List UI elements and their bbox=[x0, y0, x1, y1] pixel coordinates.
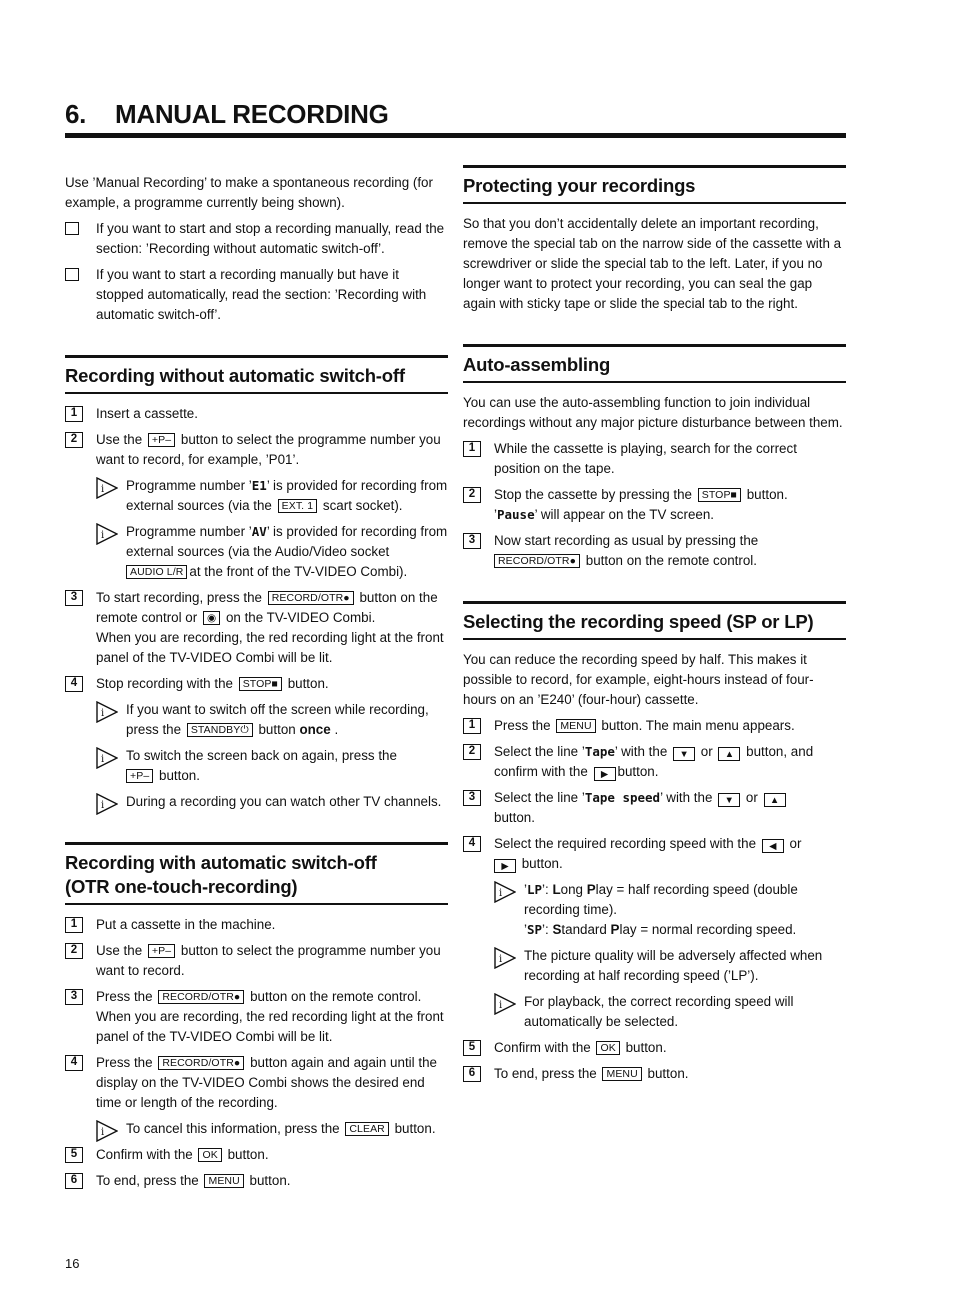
step-number: 3 bbox=[65, 989, 83, 1005]
left-column bbox=[65, 173, 448, 1191]
section-text: You can use the auto-assembling function to join individual recordings without any major picture disturbance between them. bbox=[463, 395, 843, 430]
stop-key: STOP■ bbox=[239, 677, 282, 691]
text-span: P bbox=[610, 922, 620, 937]
text-span: Programme number ’ bbox=[126, 478, 252, 493]
chapter-title: MANUAL RECORDING bbox=[115, 99, 389, 129]
text-span: once bbox=[299, 722, 331, 737]
menu-key: MENU bbox=[204, 1174, 243, 1188]
info-arrow-icon bbox=[96, 523, 118, 545]
info-tip bbox=[494, 992, 846, 1032]
step-number: 3 bbox=[463, 790, 481, 806]
section-heading bbox=[65, 842, 448, 905]
ok-key: OK bbox=[596, 1041, 619, 1055]
section-text: You can reduce the recording speed by half. This makes it possible to record, for example, eight-hours instead of four-hours on an ’E240’ (four-hour) cassette. bbox=[463, 652, 814, 707]
text-span: If you want to start a recording manually but have it stopped automatically, read the section: ’Recording with automatic switch-off’. bbox=[96, 267, 427, 322]
step-number: 2 bbox=[65, 432, 83, 448]
step-number: 4 bbox=[65, 1055, 83, 1071]
step-number: 3 bbox=[65, 590, 83, 606]
right-column bbox=[463, 165, 846, 1084]
record-key: RECORD/OTR● bbox=[268, 591, 354, 605]
text-span: Insert a cassette. bbox=[96, 406, 198, 421]
right-arrow-key: ▶ bbox=[594, 767, 616, 781]
text-span: Programme number ’ bbox=[126, 524, 252, 539]
svg-text:i: i bbox=[101, 708, 105, 719]
text-span: lay = half recording speed (double recording time). bbox=[524, 882, 798, 917]
step bbox=[65, 404, 448, 424]
svg-text:i: i bbox=[101, 1127, 105, 1138]
menu-key: MENU bbox=[602, 1067, 641, 1081]
chapter-heading bbox=[65, 94, 846, 138]
step-number: 2 bbox=[65, 943, 83, 959]
step-number: 6 bbox=[65, 1173, 83, 1189]
program-key: +P– bbox=[148, 433, 175, 447]
ext-key: EXT. 1 bbox=[278, 499, 318, 513]
step bbox=[65, 941, 448, 981]
text-span: at the front of the TV-VIDEO Combi). bbox=[189, 564, 408, 579]
ok-key: OK bbox=[198, 1148, 221, 1162]
step-number: 5 bbox=[463, 1040, 481, 1056]
step-number: 2 bbox=[463, 487, 481, 503]
step bbox=[463, 485, 846, 525]
step bbox=[463, 1038, 846, 1058]
text-span: AV bbox=[251, 524, 267, 539]
info-arrow-icon bbox=[96, 477, 118, 499]
text-span: ’ will appear on the TV screen. bbox=[534, 507, 715, 522]
text-span: button on the remote control or bbox=[96, 590, 438, 625]
intro-bullet bbox=[65, 219, 448, 259]
text-span: button. bbox=[249, 1173, 291, 1188]
step bbox=[463, 531, 846, 571]
program-key: +P– bbox=[126, 769, 153, 783]
text-span: button. bbox=[494, 810, 535, 825]
intro-bullet bbox=[65, 265, 448, 325]
step-number: 3 bbox=[463, 533, 481, 549]
text-span: When you are recording, the red recording light at the front panel of the TV-VIDEO Combi will be lit. bbox=[96, 630, 444, 665]
step bbox=[65, 915, 448, 935]
text-span: Stop recording with the bbox=[96, 676, 233, 691]
text-span: button, and confirm with the bbox=[494, 744, 814, 779]
text-span: ’ bbox=[524, 882, 527, 897]
svg-text:i: i bbox=[499, 888, 503, 899]
info-arrow-icon bbox=[494, 947, 516, 969]
page-number: 16 bbox=[65, 1256, 80, 1271]
text-span: If you want to switch off the screen while recording, press the bbox=[126, 702, 429, 737]
info-tip bbox=[96, 700, 448, 740]
svg-text:i: i bbox=[101, 484, 105, 495]
text-span: ’: bbox=[542, 922, 553, 937]
info-tip bbox=[96, 792, 448, 812]
text-span: button bbox=[258, 722, 296, 737]
text-span: Use the bbox=[96, 432, 143, 447]
info-tip bbox=[96, 476, 448, 516]
text-span: P bbox=[586, 882, 596, 897]
step-number: 1 bbox=[463, 718, 481, 734]
text-span: To cancel this information, press the bbox=[126, 1121, 340, 1136]
right-arrow-key: ▶ bbox=[494, 859, 516, 873]
text-span: tandard bbox=[561, 922, 611, 937]
text-span: Select the line ’ bbox=[494, 790, 585, 805]
checkbox-icon bbox=[65, 268, 79, 281]
step-number: 4 bbox=[463, 836, 481, 852]
text-span: While the cassette is playing, search for the correct position on the tape. bbox=[494, 441, 797, 476]
step bbox=[65, 987, 448, 1047]
up-arrow-key: ▲ bbox=[718, 747, 740, 761]
step bbox=[65, 1145, 448, 1165]
text-span: Pause bbox=[496, 507, 535, 522]
step-number: 6 bbox=[463, 1066, 481, 1082]
text-span: Press the bbox=[494, 718, 551, 733]
text-span: or bbox=[789, 836, 802, 851]
text-span: button on the remote control. bbox=[250, 989, 422, 1004]
step-number: 1 bbox=[65, 406, 83, 422]
step-number: 5 bbox=[65, 1147, 83, 1163]
text-span: To end, press the bbox=[96, 1173, 199, 1188]
step bbox=[463, 439, 846, 479]
text-span: ’ with the bbox=[660, 790, 713, 805]
text-span: ’ with the bbox=[614, 744, 668, 759]
text-span: SP bbox=[526, 922, 543, 937]
text-span: scart socket). bbox=[322, 498, 403, 513]
text-span: or bbox=[745, 790, 758, 805]
step-number: 4 bbox=[65, 676, 83, 692]
checkbox-icon bbox=[65, 222, 79, 235]
text-span: Confirm with the bbox=[96, 1147, 193, 1162]
text-span: Use the bbox=[96, 943, 143, 958]
text-span: ’: bbox=[542, 882, 553, 897]
section-text: So that you don’t accidentally delete an important recording, remove the special tab on the narrow side of the cassette with a screwdriver or slide the special tab to the left. Later, if you no longer want to protect your recording, you can seal the gap again with sticky tape or slide the special tab to the right. bbox=[463, 216, 842, 311]
text-span: button. bbox=[159, 768, 200, 783]
text-span: button to select the programme number you want to record, for example, ’P01’. bbox=[96, 432, 441, 467]
text-span: LP bbox=[526, 882, 543, 897]
info-arrow-icon bbox=[494, 993, 516, 1015]
record-button-key: ◉ bbox=[203, 611, 220, 625]
left-arrow-key: ◀ bbox=[762, 839, 784, 853]
text-span: ong bbox=[560, 882, 587, 897]
step bbox=[463, 742, 846, 782]
svg-text:i: i bbox=[101, 800, 105, 811]
text-span: button. bbox=[287, 676, 329, 691]
svg-text:i: i bbox=[499, 954, 503, 965]
text-span: on the TV-VIDEO Combi. bbox=[225, 610, 376, 625]
text-span: S bbox=[552, 922, 562, 937]
program-key: +P– bbox=[148, 944, 175, 958]
text-span: button. bbox=[617, 764, 659, 779]
text-span: ’ bbox=[524, 922, 527, 937]
text-span: button. bbox=[625, 1040, 667, 1055]
text-span: Press the bbox=[96, 1055, 153, 1070]
text-span: ’ is provided for recording from external sources (via the bbox=[126, 478, 448, 513]
text-span: button. bbox=[394, 1121, 436, 1136]
section-heading: Protecting your recordings bbox=[463, 165, 846, 204]
text-span: Recording with automatic switch-off bbox=[65, 852, 377, 873]
svg-text:i: i bbox=[499, 1000, 503, 1011]
text-span: Stop the cassette by pressing the bbox=[494, 487, 693, 502]
clear-key: CLEAR bbox=[345, 1122, 389, 1136]
text-span: Select the line ’ bbox=[494, 744, 585, 759]
step bbox=[463, 788, 846, 828]
info-arrow-icon bbox=[96, 1120, 118, 1142]
section-heading: Auto-assembling bbox=[463, 344, 846, 383]
standby-key: STANDBY⏻ bbox=[187, 723, 253, 737]
svg-text:i: i bbox=[101, 754, 105, 765]
info-tip bbox=[96, 1119, 448, 1139]
text-span: button. The main menu appears. bbox=[601, 718, 795, 733]
text-span: If you want to start and stop a recording manually, read the section: ’Recording without automatic switch-off’. bbox=[96, 221, 445, 256]
info-arrow-icon bbox=[494, 881, 516, 903]
info-tip bbox=[494, 946, 846, 986]
text-span: During a recording you can watch other TV channels. bbox=[126, 794, 442, 809]
text-span: Press the bbox=[96, 989, 153, 1004]
menu-key: MENU bbox=[556, 719, 595, 733]
section-heading: Recording without automatic switch-off bbox=[65, 355, 448, 394]
step bbox=[463, 834, 846, 874]
text-span: Tape bbox=[584, 744, 615, 759]
info-arrow-icon bbox=[96, 793, 118, 815]
text-span: button again and again until the display on the TV-VIDEO Combi shows the desired end time or length of the recording. bbox=[96, 1055, 437, 1110]
text-span: L bbox=[552, 882, 561, 897]
text-span: When you are recording, the red recording light at the front panel of the TV-VIDEO Combi will be lit. bbox=[96, 1009, 444, 1044]
step bbox=[463, 716, 846, 736]
text-span: button. bbox=[521, 856, 563, 871]
text-span: ’ bbox=[494, 507, 497, 522]
text-span: button. bbox=[746, 487, 788, 502]
text-span: . bbox=[334, 722, 339, 737]
step-number: 1 bbox=[65, 917, 83, 933]
step bbox=[65, 1053, 448, 1113]
info-tip bbox=[96, 522, 448, 582]
step bbox=[463, 1064, 846, 1084]
chapter-number: 6. bbox=[65, 99, 87, 129]
step-number: 1 bbox=[463, 441, 481, 457]
record-key: RECORD/OTR● bbox=[158, 1056, 244, 1070]
text-span: To switch the screen back on again, press the bbox=[126, 748, 397, 763]
text-span: Confirm with the bbox=[494, 1040, 591, 1055]
step bbox=[65, 1171, 448, 1191]
text-span: or bbox=[700, 744, 713, 759]
down-arrow-key: ▼ bbox=[718, 793, 740, 807]
text-span: To end, press the bbox=[494, 1066, 597, 1081]
text-span: Put a cassette in the machine. bbox=[96, 917, 276, 932]
text-span: button. bbox=[227, 1147, 269, 1162]
text-span: button. bbox=[647, 1066, 689, 1081]
section-heading: Selecting the recording speed (SP or LP) bbox=[463, 601, 846, 640]
up-arrow-key: ▲ bbox=[764, 793, 786, 807]
record-key: RECORD/OTR● bbox=[158, 990, 244, 1004]
text-span: ’ is provided for recording from external sources (via the Audio/Video socket bbox=[126, 524, 448, 559]
text-span: Tape speed bbox=[584, 790, 661, 805]
svg-text:i: i bbox=[101, 530, 105, 541]
text-span: lay = normal recording speed. bbox=[619, 922, 797, 937]
step bbox=[65, 588, 448, 668]
info-tip bbox=[494, 880, 846, 940]
record-key: RECORD/OTR● bbox=[494, 554, 580, 568]
audio-key: AUDIO L/R bbox=[126, 565, 187, 579]
text-span: button to select the programme number you want to record. bbox=[96, 943, 441, 978]
text-span: To start recording, press the bbox=[96, 590, 262, 605]
text-span: The picture quality will be adversely affected when recording at half recording speed (’LP’). bbox=[524, 948, 823, 983]
intro-text: Use ’Manual Recording’ to make a spontaneous recording (for example, a programme currently being shown). bbox=[65, 175, 433, 210]
stop-key: STOP■ bbox=[698, 488, 741, 502]
down-arrow-key: ▼ bbox=[673, 747, 695, 761]
info-tip bbox=[96, 746, 448, 786]
step bbox=[65, 674, 448, 694]
text-span: E1 bbox=[251, 478, 267, 493]
text-span: Now start recording as usual by pressing the bbox=[494, 533, 759, 548]
text-span: For playback, the correct recording speed will automatically be selected. bbox=[524, 994, 794, 1029]
info-arrow-icon bbox=[96, 747, 118, 769]
step bbox=[65, 430, 448, 470]
text-span: button on the remote control. bbox=[585, 553, 757, 568]
text-span: (OTR one-touch-recording) bbox=[65, 876, 298, 897]
step-number: 2 bbox=[463, 744, 481, 760]
text-span: Select the required recording speed with the bbox=[494, 836, 757, 851]
info-arrow-icon bbox=[96, 701, 118, 723]
